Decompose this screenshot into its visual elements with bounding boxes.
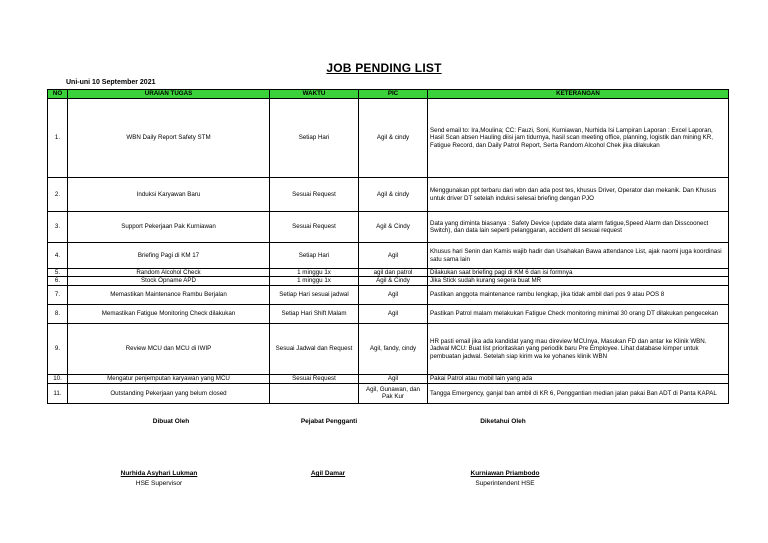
row-task: Stock Opname APD (68, 277, 270, 285)
row-pic: Agil & Cindy (359, 212, 428, 243)
row-task: Support Pekerjaan Pak Kurniawan (68, 212, 270, 243)
row-time: 1 minggu 1x (270, 277, 359, 285)
table-row (48, 99, 729, 178)
table-row (48, 212, 729, 243)
row-number: 9. (48, 323, 68, 374)
row-task: Review MCU dan MCU di IWIP (68, 323, 270, 374)
row-note: Pastikan Patrol malam melakukan Fatigue Check monitoring minimal 30 orang DT dilakukan pengecekan (428, 304, 729, 323)
row-time: Sesuai Request (270, 374, 359, 383)
row-pic: Agil (359, 304, 428, 323)
row-number: 1. (48, 99, 68, 178)
row-number: 5. (48, 269, 68, 277)
signature-role-right: Superintendent HSE (475, 480, 535, 487)
row-task: Memastikan Maintenance Rambu Berjalan (68, 285, 270, 304)
row-note: Send email to: Ira,Moulina; CC: Fauzi, Soni, Kurniawan, Nurhida Isi Lampiran Laporan : Excel Laporan, Hasil Scan absen Hauling diisi jam tidurnya, hasil scan meeting office, planning, logistik dan mining KR, Fatigue Record, dan Daily Patrol Report, Serta Random Alcohol Chek jika dilakukan (428, 99, 729, 178)
row-pic: Agil (359, 243, 428, 269)
signature-name-right: Kurniawan Priambodo (470, 470, 540, 477)
row-task: Mengatur penjemputan karyawan yang MCU (68, 374, 270, 383)
column-header-uraian-tugas: URAIAN TUGAS (68, 90, 270, 99)
signature-heading-left: Dibuat Oleh (152, 418, 190, 425)
row-task: Induksi Karyawan Baru (68, 178, 270, 212)
row-note: Dilakukan saat briefing pagi di KM 6 dan isi formnya (428, 269, 729, 277)
row-time: Sesuai Request (270, 212, 359, 243)
row-note: Pakai Patrol atau mobil lain yang ada (428, 374, 729, 383)
row-pic: Agil, Gunawan, dan Pak Kur (359, 383, 428, 403)
signature-heading-right: Diketahui Oleh (480, 418, 526, 425)
signature-name-center: Agil Damar (310, 470, 346, 477)
signature-name-left: Nurhida Asyhari Lukman (120, 470, 198, 477)
table-row (48, 304, 729, 323)
signature-heading-center: Pejabat Pengganti (300, 418, 358, 425)
table-row (48, 323, 729, 374)
column-header-keterangan: KETERANGAN (428, 90, 729, 99)
row-pic: Agil (359, 285, 428, 304)
row-note: Khusus hari Senin dan Kamis wajib hadir dan Usahakan Bawa attendance List, ajak naomi juga koordinasi satu sama lain (428, 243, 729, 269)
table-row (48, 277, 729, 285)
signature-role-left: HSE Supervisor (135, 480, 183, 487)
row-time (270, 383, 359, 403)
column-header-waktu: WAKTU (270, 90, 359, 99)
row-task: WBN Daily Report Safety STM (68, 99, 270, 178)
row-time: Sesuai Jadwal dan Request (270, 323, 359, 374)
row-number: 10. (48, 374, 68, 383)
table-header-row (48, 90, 729, 99)
table-row (48, 269, 729, 277)
row-time: Setiap Hari Shift Malam (270, 304, 359, 323)
row-pic: agil dan patrol (359, 269, 428, 277)
row-pic: Agil (359, 374, 428, 383)
row-number: 7. (48, 285, 68, 304)
row-number: 8. (48, 304, 68, 323)
row-time: Sesuai Request (270, 178, 359, 212)
row-pic: Agil & cindy (359, 178, 428, 212)
row-task: Briefing Pagi di KM 17 (68, 243, 270, 269)
row-number: 4. (48, 243, 68, 269)
row-task: Random Alcohol Check (68, 269, 270, 277)
row-time: 1 minggu 1x (270, 269, 359, 277)
table-row (48, 243, 729, 269)
row-note: Jika Stick sudah kurang segera buat MR (428, 277, 729, 285)
column-header-pic: PIC (359, 90, 428, 99)
row-number: 2. (48, 178, 68, 212)
row-number: 6. (48, 277, 68, 285)
job-pending-table (47, 89, 729, 404)
document-date: Uni-uni 10 September 2021 (66, 79, 156, 86)
row-task: Outstanding Pekerjaan yang belum closed (68, 383, 270, 403)
row-note: Pastikan anggota maintenance rambu lengkap, jika tidak ambil dari pos 9 atau POS 8 (428, 285, 729, 304)
row-number: 11. (48, 383, 68, 403)
table-row (48, 374, 729, 383)
row-task: Memastikan Fatigue Monitoring Check dilakukan (68, 304, 270, 323)
row-note: HR pasti email jika ada kandidat yang mau direview MCUnya, Masukan FD dan antar ke Klinik WBN. Jadwal MCU: Buat list prioritaskan yang periodik baru Pre Employee. Lihat database kimper untuk pembuatan jadwal. Setelah siap kirim wa ke yohanes klinik WBN (428, 323, 729, 374)
row-pic: Agil & cindy (359, 99, 428, 178)
row-time: Setiap Hari sesuai jadwal (270, 285, 359, 304)
row-pic: Agil & Cindy (359, 277, 428, 285)
table-row (48, 383, 729, 403)
row-note: Data yang diminta biasanya : Safety Device (update data alarm fatigue,Speed Alarm dan Disscoonect Switch), dan data lain seperti pelanggaran, accident dll sesuai request (428, 212, 729, 243)
document-title: JOB PENDING LIST (326, 61, 442, 75)
row-number: 3. (48, 212, 68, 243)
row-note: Menggunakan ppt terbaru dari wbn dan ada post tes, khusus Driver, Operator dan mekanik. Dan Khusus untuk driver DT setelah induksi selesai briefing dengan PJO (428, 178, 729, 212)
row-time: Setiap Hari (270, 243, 359, 269)
column-header-no: NO (48, 90, 68, 99)
table-row (48, 178, 729, 212)
row-pic: Agil, fandy, cindy (359, 323, 428, 374)
row-time: Setiap Hari (270, 99, 359, 178)
table-row (48, 285, 729, 304)
row-note: Tangga Emergency, ganjal ban ambil di KR 6, Penggantian median jalan pakai Ban ADT di Panta KAPAL (428, 383, 729, 403)
